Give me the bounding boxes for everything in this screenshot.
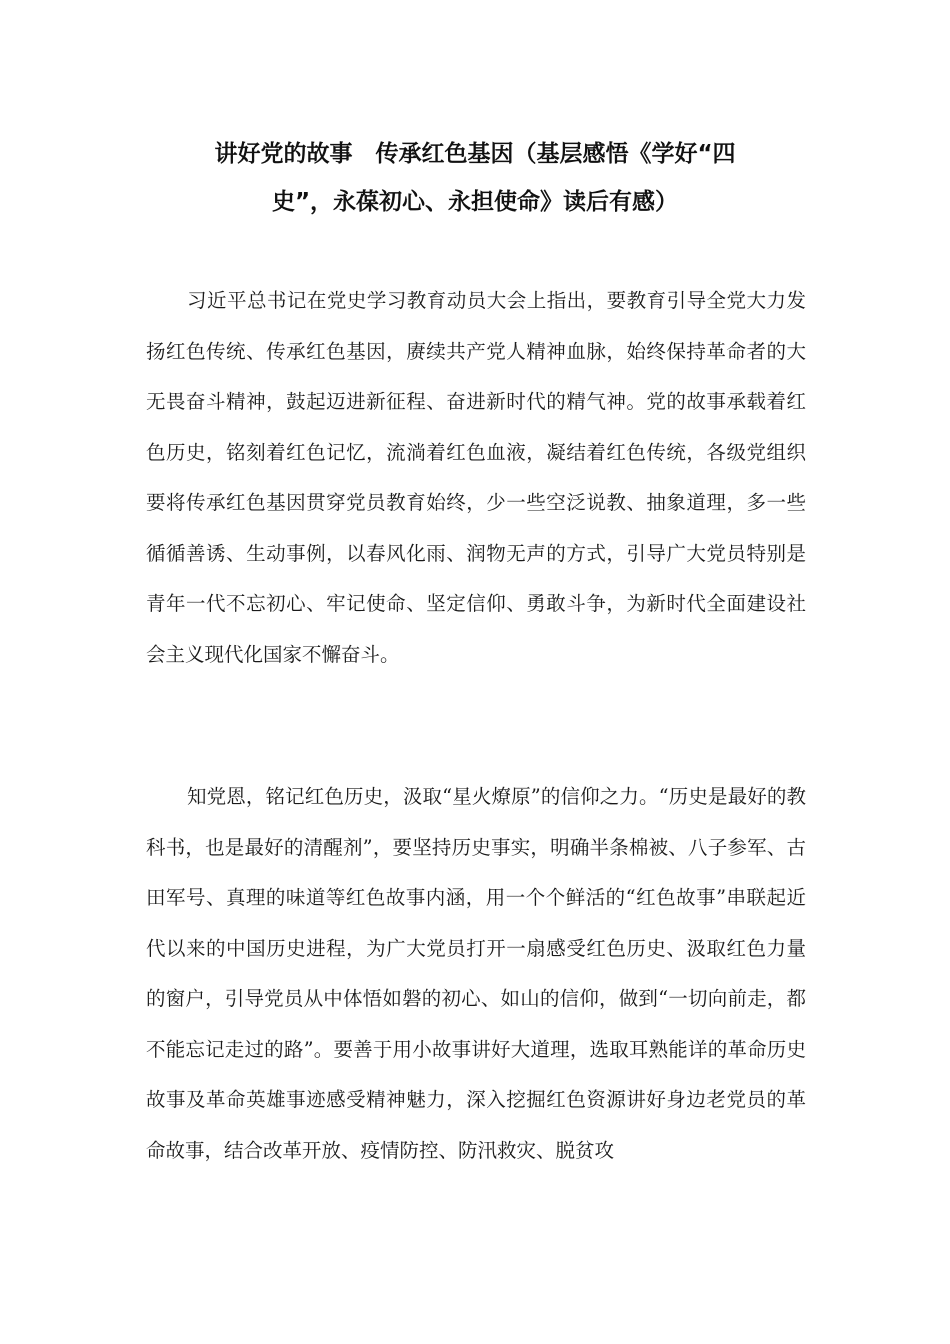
document-title	[150, 130, 800, 226]
paragraph-1: 习近平总书记在党史学习教育动员大会上指出，要教育引导全党大力发扬红色传统、传承红色基因，赓续共产党人精神血脉，始终保持革命者的大无畏奋斗精神，鼓起迈进新征程、奋进新时代的精气神。党的故事承载着红色历史，铭刻着红色记忆，流淌着红色血液，凝结着红色传统，各级党组织要将传承红色基因贯穿党员教育始终，少一些空泛说教、抽象道理，多一些循循善诱、生动事例，以春风化雨、润物无声的方式，引导广大党员特别是青年一代不忘初心、牢记使命、坚定信仰、勇敢斗争，为新时代全面建设社会主义现代化国家不懈奋斗。	[146, 289, 806, 666]
title-line-2: 史”，永葆初心、永担使命》读后有感）	[271, 189, 679, 215]
paragraph-2: 知党恩，铭记红色历史，汲取“星火燎原”的信仰之力。“历史是最好的教科书，也是最好的清醒剂”，要坚持历史事实，明确半条棉被、八子参军、古田军号、真理的味道等红色故事内涵，用一个个鲜活的“红色故事”串联起近代以来的中国历史进程，为广大党员打开一扇感受红色历史、汲取红色力量的窗户，引导党员从中体悟如磐的初心、如山的信仰，做到“一切向前走，都不能忘记走过的路”。要善于用小故事讲好大道理，选取耳熟能详的革命历史故事及革命英雄事迹感受精神魅力，深入挖掘红色资源讲好身边老党员的革命故事，结合改革开放、疫情防控、防汛救灾、脱贫攻	[146, 785, 806, 1162]
title-line-1: 讲好党的故事 传承红色基因（基层感悟《学好“四	[214, 141, 736, 167]
